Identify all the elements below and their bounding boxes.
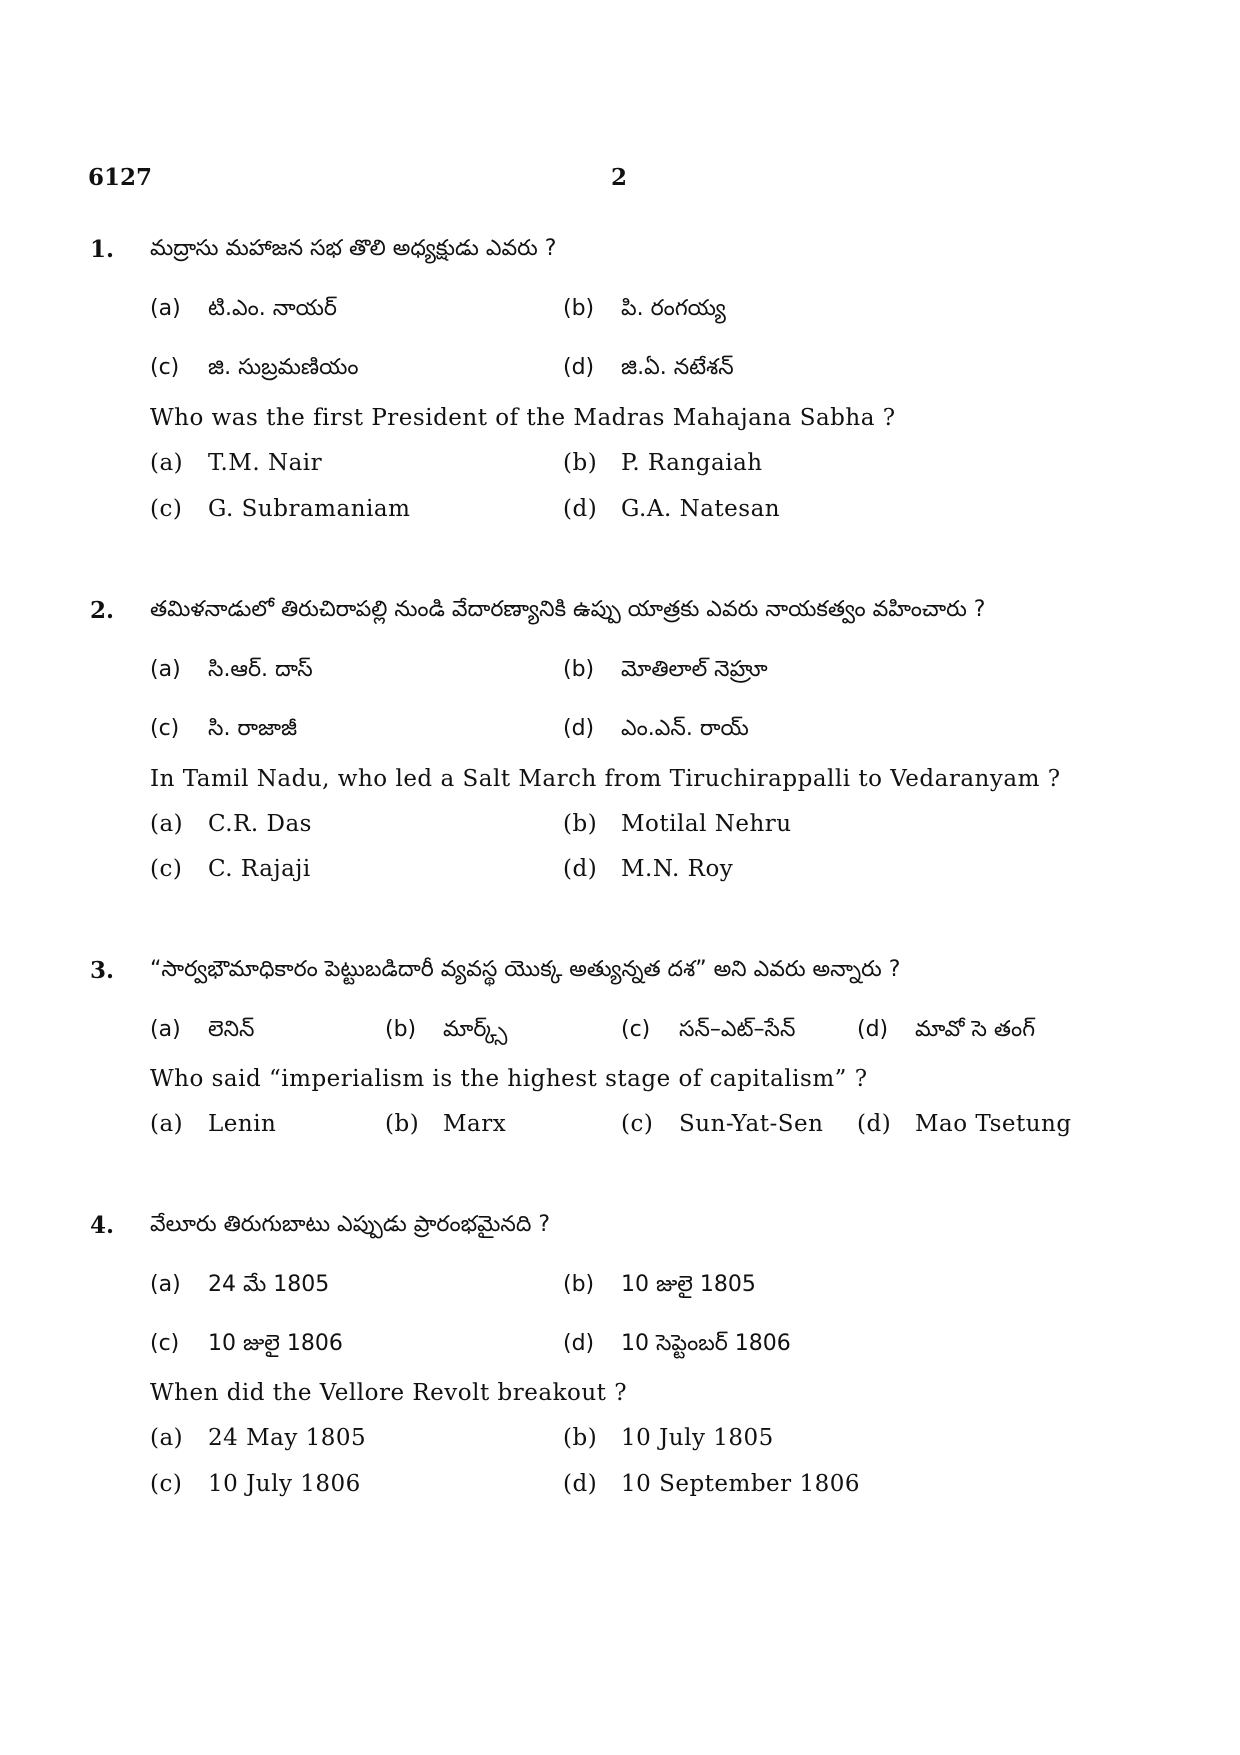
option-text: 10 జులై 1805 bbox=[621, 1272, 756, 1297]
question-number: 3. bbox=[90, 957, 115, 984]
option-text: C.R. Das bbox=[208, 811, 312, 837]
option-text: జి. సుబ్రమణియం bbox=[208, 355, 359, 380]
option-text: Mao Tsetung bbox=[915, 1111, 1072, 1137]
option-label: (a) bbox=[150, 1425, 184, 1451]
question-text-english: In Tamil Nadu, who led a Salt March from Tiruchirappalli to Vedaranyam ? bbox=[150, 766, 1061, 792]
option-text: P. Rangaiah bbox=[621, 450, 763, 476]
option-label: (a) bbox=[150, 657, 181, 682]
option-label: (b) bbox=[563, 296, 595, 321]
option-text: జి.ఏ. నటేశన్ bbox=[621, 355, 734, 380]
option-label: (c) bbox=[150, 496, 183, 522]
question-text-telugu: మద్రాసు మహాజన సభ తొలి అధ్యక్షుడు ఎవరు ? bbox=[150, 236, 557, 261]
option-text: పి. రంగయ్య bbox=[621, 296, 726, 321]
option-label: (c) bbox=[150, 856, 183, 882]
option-text: Marx bbox=[443, 1111, 507, 1137]
option-label: (c) bbox=[150, 1331, 180, 1356]
option-label: (b) bbox=[563, 1272, 595, 1297]
option-text: సి.ఆర్. దాస్ bbox=[208, 657, 313, 682]
option-text: M.N. Roy bbox=[621, 856, 734, 882]
option-label: (d) bbox=[563, 716, 595, 741]
option-label: (c) bbox=[150, 1471, 183, 1497]
option-text: మార్క్స్ bbox=[443, 1017, 508, 1042]
option-text: సి. రాజాజీ bbox=[208, 716, 298, 741]
option-text: 24 మే 1805 bbox=[208, 1272, 330, 1297]
question-text-telugu: వేలూరు తిరుగుబాటు ఎప్పుడు ప్రారంభమైనది ? bbox=[150, 1212, 551, 1237]
option-label: (b) bbox=[563, 657, 595, 682]
option-text: Sun-Yat-Sen bbox=[679, 1111, 824, 1137]
question-number: 4. bbox=[90, 1212, 115, 1239]
option-label: (d) bbox=[857, 1017, 889, 1042]
question-text-english: Who said “imperialism is the highest stage of capitalism” ? bbox=[150, 1066, 868, 1092]
option-label: (a) bbox=[150, 1272, 181, 1297]
option-text: Motilal Nehru bbox=[621, 811, 792, 837]
option-label: (c) bbox=[150, 355, 180, 380]
page-number: 2 bbox=[611, 164, 628, 191]
option-label: (d) bbox=[563, 1331, 595, 1356]
option-text: 10 September 1806 bbox=[621, 1471, 861, 1497]
option-text: G.A. Natesan bbox=[621, 496, 781, 522]
option-label: (d) bbox=[563, 496, 598, 522]
option-label: (a) bbox=[150, 296, 181, 321]
option-text: 10 July 1805 bbox=[621, 1425, 774, 1451]
paper-code: 6127 bbox=[88, 164, 153, 191]
option-label: (b) bbox=[385, 1017, 417, 1042]
option-text: మావో సె తంగ్ bbox=[915, 1017, 1036, 1042]
option-text: మోతిలాల్ నెహ్రూ bbox=[621, 657, 768, 682]
option-text: 10 జులై 1806 bbox=[208, 1331, 343, 1356]
option-label: (a) bbox=[150, 1111, 184, 1137]
option-label: (c) bbox=[621, 1111, 654, 1137]
option-label: (a) bbox=[150, 1017, 181, 1042]
option-text: టి.ఎం. నాయర్ bbox=[208, 296, 337, 321]
question-text-telugu: తమిళనాడులో తిరుచిరాపల్లి నుండి వేదారణ్యానికి ఉప్పు యాత్రకు ఎవరు నాయకత్వం వహించారు ? bbox=[150, 597, 986, 622]
option-text: Lenin bbox=[208, 1111, 277, 1137]
option-label: (d) bbox=[563, 856, 598, 882]
option-label: (c) bbox=[150, 716, 180, 741]
option-label: (b) bbox=[385, 1111, 420, 1137]
option-text: సన్–ఎట్–సేన్ bbox=[679, 1017, 796, 1042]
option-label: (b) bbox=[563, 450, 598, 476]
option-label: (d) bbox=[563, 355, 595, 380]
option-label: (b) bbox=[563, 811, 598, 837]
option-text: T.M. Nair bbox=[208, 450, 323, 476]
option-label: (a) bbox=[150, 450, 184, 476]
option-text: G. Subramaniam bbox=[208, 496, 411, 522]
option-text: C. Rajaji bbox=[208, 856, 311, 882]
option-text: లెనిన్ bbox=[208, 1017, 255, 1042]
option-label: (d) bbox=[857, 1111, 892, 1137]
question-text-english: When did the Vellore Revolt breakout ? bbox=[150, 1380, 628, 1406]
option-text: 10 July 1806 bbox=[208, 1471, 361, 1497]
question-text-telugu: “సార్వభౌమాధికారం పెట్టుబడిదారీ వ్యవస్థ యొక్క అత్యున్నత దశ” అని ఎవరు అన్నారు ? bbox=[150, 957, 901, 982]
option-label: (a) bbox=[150, 811, 184, 837]
option-label: (d) bbox=[563, 1471, 598, 1497]
question-number: 1. bbox=[90, 236, 115, 263]
option-text: 24 May 1805 bbox=[208, 1425, 367, 1451]
question-number: 2. bbox=[90, 597, 115, 624]
option-text: ఎం.ఎన్. రాయ్ bbox=[621, 716, 749, 741]
option-label: (c) bbox=[621, 1017, 651, 1042]
option-text: 10 సెప్టెంబర్ 1806 bbox=[621, 1331, 791, 1356]
question-text-english: Who was the first President of the Madras Mahajana Sabha ? bbox=[150, 405, 896, 431]
option-label: (b) bbox=[563, 1425, 598, 1451]
